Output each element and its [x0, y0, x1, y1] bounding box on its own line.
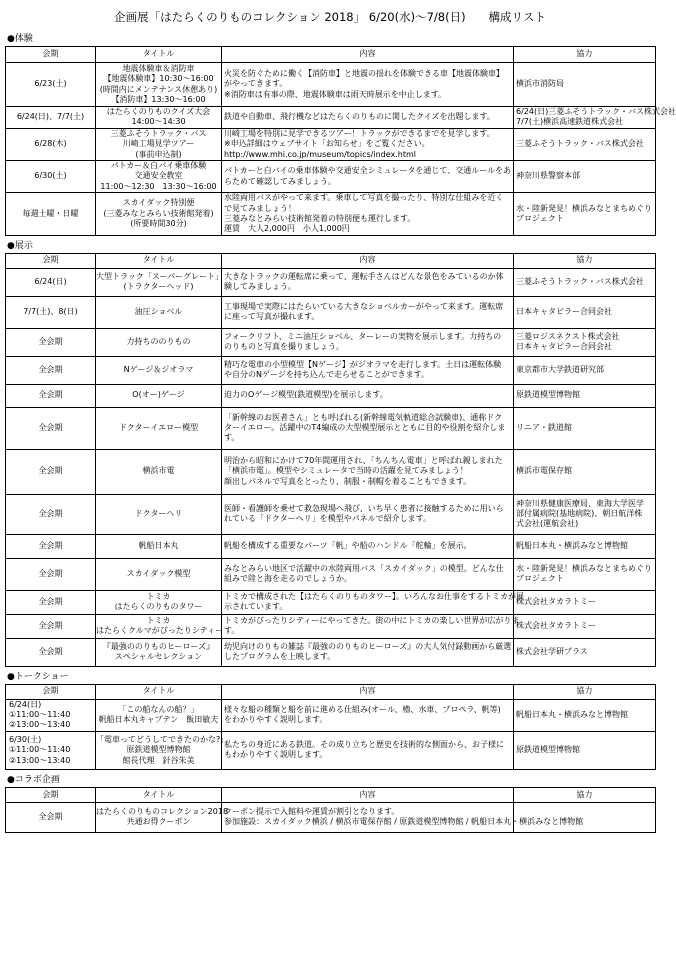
cell-period: [6, 534, 96, 558]
cell-text: 医師・看護師を乗せて救急現場へ飛び、いち早く患者に接触するために用いら: [224, 503, 504, 513]
cell-partner: [514, 407, 656, 449]
cell-title: [96, 107, 222, 129]
cell-content: [222, 494, 514, 534]
cell-text: 全会期: [38, 812, 63, 822]
cell-text: (トラクターヘッド): [123, 282, 194, 292]
cell-text: パトカーと白バイの乗車体験や交通安全シミュレータを通じて、交通ルールをあ: [224, 166, 512, 176]
cell-text: に座って写真が撮れます。: [224, 312, 320, 322]
cell-title: [96, 356, 222, 384]
cell-text: 全会期: [38, 422, 63, 432]
cell-text: 帆船日本丸キャプテン 飯田敏夫: [98, 715, 219, 725]
cell-content: [222, 449, 514, 494]
header-content: 内容: [222, 684, 514, 699]
cell-title: [96, 731, 229, 769]
cell-text: ②13:00〜13:40: [9, 755, 71, 765]
header-content: 内容: [222, 787, 514, 802]
cell-text: 幼児向けのりもの雑誌『最強ののりものヒーローズ』の大人気付録動画から厳選: [224, 641, 512, 651]
cell-title: [96, 384, 222, 407]
table-row: [6, 407, 656, 449]
cell-partner: [514, 699, 656, 731]
cell-text: 水陸両用バスがやって来ます。乗車して写真を撮ったり、特別な仕組みを近く: [224, 193, 504, 203]
cell-text: がやってきます。: [224, 79, 288, 89]
cell-content: [222, 614, 520, 638]
table-row: [6, 534, 656, 558]
cell-title: [96, 63, 222, 107]
cell-text: パトカー＆白バイ乗車体験: [110, 160, 207, 170]
cell-title: [96, 268, 222, 296]
cell-title: [96, 128, 222, 160]
table-row: [6, 590, 656, 614]
cell-text: 三菱ふそうトラック・バス: [110, 128, 207, 138]
cell-text: 川崎工場見学ツアー: [122, 139, 195, 149]
cell-text: ※申込詳細はウェブサイト「お知らせ」をご覧ください。: [224, 139, 430, 149]
cell-text: 川崎工場を特別に見学できるツアー！トラックができるまでを見学します。: [224, 128, 495, 138]
cell-text: 帆船日本丸: [138, 540, 179, 550]
table-row: [6, 384, 656, 407]
cell-text: をわかりやすく説明します。: [224, 715, 328, 725]
sections: [5, 32, 676, 833]
cell-text: プロジェクト: [516, 213, 564, 223]
cell-partner: [514, 534, 656, 558]
header-partner: 協力: [514, 684, 656, 699]
cell-text: したプログラムを上映します。: [224, 652, 336, 662]
cell-text: トミカ: [146, 615, 171, 625]
cell-text: 火災を防ぐために働く【消防車】と地震の揺れを体験できる車【地震体験車】: [224, 68, 504, 78]
cell-text: 全会期: [38, 620, 63, 630]
cell-text: (事前申込制): [135, 149, 182, 159]
cell-text: のりものと写真を撮りましょう。: [224, 342, 344, 352]
cell-text: 帆船日本丸・横浜みなと博物館: [516, 540, 628, 550]
cell-text: 全会期: [38, 364, 63, 374]
cell-title: [96, 494, 222, 534]
cell-title: [96, 534, 222, 558]
cell-text: 私たちの身近にある鉄道。その成り立ちと歴史を技術的な側面から、お子様に: [224, 739, 504, 749]
cell-content: [222, 128, 514, 160]
cell-partner: [514, 268, 656, 296]
cell-text: 『最強ののりものヒーローズ』: [102, 641, 215, 651]
cell-text: 明治から昭和にかけて70年間運用され、「ちんちん電車」と呼ばれ親しまれた: [224, 456, 503, 466]
cell-partner: [514, 590, 656, 614]
cell-text: トミカで構成された【はたらくのりものタワー】。いろんなお仕事をするトミカが展: [224, 591, 524, 601]
cell-text: 共通お得クーポン: [126, 817, 191, 827]
cell-partner: [514, 193, 656, 236]
table-exhibition: [5, 253, 656, 667]
cell-text: 東京都市大学鉄道研究部: [516, 364, 604, 374]
cell-text: 全会期: [38, 390, 63, 400]
cell-text: 原鉄道模型博物館: [126, 745, 191, 755]
cell-text: 水・陸新発見！横浜みなとまちめぐり: [516, 203, 652, 213]
cell-text: 6/23(土): [34, 79, 67, 89]
cell-text: や自分のNゲージを持ち込んで走らせることができます。: [224, 370, 429, 380]
cell-period: [6, 160, 96, 192]
cell-content: [222, 731, 514, 769]
cell-content: [222, 296, 514, 328]
cell-text: 6/24(日)、7/7(土): [16, 112, 85, 122]
cell-text: 三菱みなとみらい技術館発着の特別便も運行します。: [224, 213, 416, 223]
cell-text: トミカがぴったりシティーにやってきた。街の中にトミカの楽しい世界が広がりま: [224, 615, 520, 625]
cell-text: 14:00〜14:30: [131, 117, 186, 127]
cell-partner: [514, 731, 656, 769]
cell-partner: [514, 160, 656, 192]
cell-text: スカイダック特別便: [122, 198, 195, 208]
cell-period: [6, 193, 96, 236]
table-row: [6, 356, 656, 384]
cell-text: す。: [224, 626, 240, 636]
cell-text: 7/7(土)横浜高速鉄道株式会社: [516, 117, 624, 127]
cell-text: スカイダック模型: [126, 568, 191, 578]
cell-text: 地震体験車＆消防車: [122, 63, 195, 73]
cell-partner: [514, 494, 656, 534]
cell-text: で見てみましょう！: [224, 203, 296, 213]
cell-text: 館長代理 針谷朱美: [122, 755, 195, 765]
cell-text: 11:00〜12:30 13:30〜16:00: [100, 181, 217, 191]
table-row: [6, 128, 656, 160]
cell-text: ②13:00〜13:40: [9, 720, 71, 730]
cell-text: 鉄道や自動車、飛行機などはたらくのりものに関したクイズを出題します。: [224, 112, 495, 122]
cell-text: スペシャルセレクション: [114, 652, 203, 662]
header-title: タイトル: [96, 253, 222, 268]
cell-title: [96, 449, 222, 494]
cell-text: 6/30(土): [9, 734, 42, 744]
header-content: 内容: [222, 253, 514, 268]
cell-title: [96, 699, 222, 731]
cell-text: ドクターヘリ: [134, 508, 183, 518]
cell-partner: [514, 614, 656, 638]
table-row: [6, 638, 656, 666]
header-title: タイトル: [96, 684, 222, 699]
cell-text: れている「ドクターヘリ」を模型やパネルで紹介します。: [224, 514, 432, 524]
cell-period: [6, 407, 96, 449]
table-row: [6, 494, 656, 534]
cell-text: 神奈川県健康医療局、東海大学医学: [516, 498, 644, 508]
cell-text: 交通安全教室: [134, 171, 183, 181]
cell-partner: [514, 63, 656, 107]
cell-text: 横浜市消防局: [516, 79, 564, 89]
cell-title: [96, 296, 222, 328]
section-heading-experience: ●体験: [7, 34, 33, 44]
table-row: [6, 63, 656, 107]
cell-text: 6/28(木): [34, 139, 67, 149]
cell-title: [96, 160, 222, 192]
cell-text: (所要時間30分): [130, 219, 187, 229]
cell-text: 株式会社タカラトミー: [516, 620, 596, 630]
cell-period: [6, 128, 96, 160]
cell-period: [6, 590, 96, 614]
cell-text: Nゲージ＆ジオラマ: [123, 364, 194, 374]
table-collaboration: [5, 787, 656, 833]
cell-period: [6, 296, 96, 328]
cell-text: 横浜市電保存館: [516, 466, 572, 476]
section-heading-exhibition: ●展示: [7, 240, 33, 251]
header-partner: 協力: [514, 787, 656, 802]
cell-content: [222, 534, 514, 558]
cell-partner: [514, 328, 656, 356]
table-row: [6, 731, 656, 769]
cell-text: 運賃 大人2,000円 小人1,000円: [224, 224, 350, 234]
cell-text: 三菱ロジスネクスト株式会社: [516, 331, 620, 341]
cell-period: [6, 384, 96, 407]
cell-text: らためて確認してみましょう。: [224, 176, 336, 186]
cell-content: [222, 638, 514, 666]
cell-text: http://www.mhi.co.jp/museum/topics/index.html: [224, 149, 417, 159]
cell-text: 株式会社タカラトミー: [516, 596, 596, 606]
cell-content: [222, 558, 514, 590]
cell-text: 油圧ショベル: [134, 306, 183, 316]
cell-content: [222, 63, 514, 107]
cell-text: 【地震体験車】10:30〜16:00: [103, 74, 214, 84]
table-row: [6, 268, 656, 296]
cell-text: 6/24(日)三菱ふそうトラック・バス株式会社: [516, 107, 676, 116]
cell-title: [96, 614, 222, 638]
header-content: 内容: [222, 47, 514, 63]
cell-text: 全会期: [38, 508, 63, 518]
cell-period: [6, 63, 96, 107]
cell-text: 「横浜市電」。模型やシミュレータで当時の活躍を見てみましょう！: [224, 466, 468, 476]
table-row: [6, 449, 656, 494]
header-period: 会期: [6, 47, 96, 63]
cell-text: (時間内にメンテナンス休憩あり): [99, 84, 218, 94]
cell-text: 帆船を構成する重要なパーツ「帆」や船のハンドル「舵輪」を展示。: [224, 540, 472, 550]
cell-period: [6, 558, 96, 590]
cell-content: [222, 407, 514, 449]
cell-text: ①11:00〜11:40: [9, 745, 71, 755]
cell-text: (三菱みなとみらい技術館発着): [103, 208, 214, 218]
table-header-row: [6, 684, 656, 699]
cell-text: 力持ちののりもの: [126, 336, 191, 346]
cell-text: 6/30(土): [34, 171, 67, 181]
cell-period: [6, 107, 96, 129]
cell-period: [6, 731, 96, 769]
cell-text: 大型トラック「スーパーグレート」: [96, 271, 224, 281]
cell-text: クーポン提示で入館料や運賃が割引となります。: [224, 806, 400, 816]
cell-text: 毎週土曜・日曜: [22, 208, 79, 218]
cell-text: 大きなトラックの運転席に乗って、運転手さんはどんな景色をみているのか体: [224, 271, 504, 281]
cell-text: はたらくのりものコレクション2018: [96, 806, 229, 816]
cell-text: 顔出しパネルで写真をとったり、制服・制帽を着ることもできます。: [224, 476, 472, 486]
cell-text: す。: [224, 433, 240, 443]
cell-text: 【消防車】13:30〜16:00: [111, 94, 206, 104]
cell-title: [96, 802, 229, 832]
cell-text: 組みで陸と海を走るのでしょうか。: [224, 574, 352, 584]
cell-text: ターイエロー。活躍中のT4編成の大型模型展示とともに目的や役割を紹介しま: [224, 422, 506, 432]
cell-text: ※消防車は有事の際、地震体験車は雨天時展示を中止します。: [224, 89, 447, 99]
cell-content: [222, 699, 514, 731]
cell-text: 「電車ってどうしてできたのかな?」: [96, 734, 229, 744]
cell-text: 水・陸新発見！横浜みなとまちめぐり: [516, 563, 652, 573]
cell-period: [6, 699, 96, 731]
cell-text: はたらくのりものタワー: [114, 602, 203, 612]
header-period: 会期: [6, 684, 96, 699]
table-row: [6, 614, 656, 638]
header-partner: 協力: [514, 253, 656, 268]
cell-text: 6/24(日): [34, 276, 67, 286]
cell-text: 原鉄道模型博物館: [516, 745, 580, 755]
cell-partner: [514, 128, 656, 160]
section-heading-talk-show: ●トークショー: [7, 671, 69, 682]
cell-text: 「この船なんの船？」: [118, 704, 199, 714]
cell-title: [96, 193, 222, 236]
table-row: [6, 328, 656, 356]
cell-partner: [514, 638, 656, 666]
cell-text: 日本キャタピラー合同会社: [516, 342, 612, 352]
cell-text: プロジェクト: [516, 574, 564, 584]
cell-partner: [514, 384, 656, 407]
cell-content: [222, 328, 514, 356]
cell-title: [96, 328, 222, 356]
cell-content: [222, 160, 514, 192]
cell-partner: [514, 558, 656, 590]
cell-period: [6, 494, 96, 534]
cell-text: 全会期: [38, 466, 63, 476]
table-row: [6, 296, 656, 328]
cell-partner: [514, 356, 656, 384]
header-period: 会期: [6, 787, 96, 802]
cell-text: フォークリフト、ミニ油圧ショベル、ターレーの実物を展示します。力持ちの: [224, 331, 502, 341]
cell-content: [222, 107, 514, 129]
cell-text: 全会期: [38, 646, 63, 656]
cell-text: 様々な船の種類と船を前に進める仕組み(オール、櫓、水車、プロペラ、帆等): [224, 704, 501, 714]
cell-text: 7/7(土)、8(日): [23, 306, 78, 316]
table-header-row: [6, 47, 656, 63]
cell-text: ①11:00〜11:40: [9, 710, 71, 720]
cell-period: [6, 802, 96, 832]
cell-text: トミカ: [146, 591, 171, 601]
table-row: [6, 107, 656, 129]
cell-partner: [514, 449, 656, 494]
cell-partner: [514, 296, 656, 328]
cell-text: 6/24(日): [9, 699, 42, 709]
cell-text: 参加施設：スカイダック横浜 / 横浜市電保存館 / 原鉄道模型博物館 / 帆船日本丸・横浜みなと博物館: [224, 817, 584, 827]
cell-text: 全会期: [38, 596, 63, 606]
cell-title: [96, 590, 222, 614]
cell-text: ドクターイエロー模型: [118, 422, 199, 432]
cell-content: [222, 193, 514, 236]
cell-period: [6, 638, 96, 666]
cell-period: [6, 614, 96, 638]
cell-text: 迫力のOゲージ模型(鉄道模型)を展示します。: [224, 390, 388, 400]
cell-partner: [514, 107, 676, 129]
table-row: [6, 802, 656, 832]
cell-content: [222, 802, 584, 832]
cell-period: [6, 328, 96, 356]
header-partner: 協力: [514, 47, 656, 63]
cell-text: O(オー)ゲージ: [132, 390, 185, 400]
table-row: [6, 193, 656, 236]
table-header-row: [6, 253, 656, 268]
cell-text: 帆船日本丸・横浜みなと博物館: [516, 710, 628, 720]
cell-text: もわかりやすく説明します。: [224, 750, 328, 760]
cell-text: 三菱ふそうトラック・バス株式会社: [516, 276, 644, 286]
cell-period: [6, 356, 96, 384]
cell-text: はたらくクルマがぴったりシティー: [96, 626, 224, 636]
cell-title: [96, 638, 222, 666]
cell-text: 三菱ふそうトラック・バス株式会社: [516, 139, 644, 149]
cell-period: [6, 449, 96, 494]
cell-title: [96, 407, 222, 449]
cell-text: 験してみましょう。: [224, 282, 296, 292]
cell-text: はたらくのりものクイズ大会: [106, 107, 211, 116]
cell-text: 全会期: [38, 568, 63, 578]
cell-text: 神奈川県警察本部: [516, 171, 580, 181]
header-period: 会期: [6, 253, 96, 268]
cell-title: [96, 558, 222, 590]
cell-text: 部付属病院(基地病院)、朝日航洋株: [516, 508, 643, 518]
table-row: [6, 699, 656, 731]
table-row: [6, 160, 656, 192]
page-title: 企画展「はたらくのりものコレクション 2018」 6/20(水)〜7/8(日) 構成リスト: [114, 10, 546, 24]
cell-content: [222, 384, 514, 407]
cell-text: 示されています。: [224, 602, 288, 612]
cell-text: リニア・鉄道館: [516, 422, 572, 432]
table-talk-show: [5, 684, 656, 770]
cell-period: [6, 268, 96, 296]
header-title: タイトル: [96, 47, 222, 63]
cell-text: 全会期: [38, 540, 63, 550]
cell-text: 日本キャタピラー合同会社: [516, 306, 612, 316]
cell-content: [222, 268, 514, 296]
cell-text: 式会社(運航会社): [516, 519, 579, 529]
cell-text: みなとみらい地区で活躍中の水陸両用バス「スカイダック」の模型。どんな仕: [224, 563, 504, 573]
cell-content: [222, 356, 514, 384]
cell-text: 全会期: [38, 336, 63, 346]
cell-text: 工事現場で実際にはたらいている大きなショベルカーがやって来ます。運転席: [224, 301, 504, 311]
table-experience: [5, 46, 676, 236]
table-header-row: [6, 787, 656, 802]
section-heading-collaboration: ●コラボ企画: [7, 774, 60, 785]
cell-text: 横浜市電: [142, 466, 175, 476]
cell-text: 株式会社学研プラス: [516, 646, 588, 656]
cell-text: 「新幹線のお医者さん」とも呼ばれる(新幹線電気軌道総合試験車)、通称ドク: [224, 412, 503, 422]
table-row: [6, 558, 656, 590]
cell-text: 精巧な電車の小型模型【Nゲージ】がジオラマを走行します。土日は運転体験: [224, 359, 502, 369]
header-title: タイトル: [96, 787, 222, 802]
cell-text: 原鉄道模型博物館: [516, 390, 580, 400]
cell-content: [222, 590, 524, 614]
